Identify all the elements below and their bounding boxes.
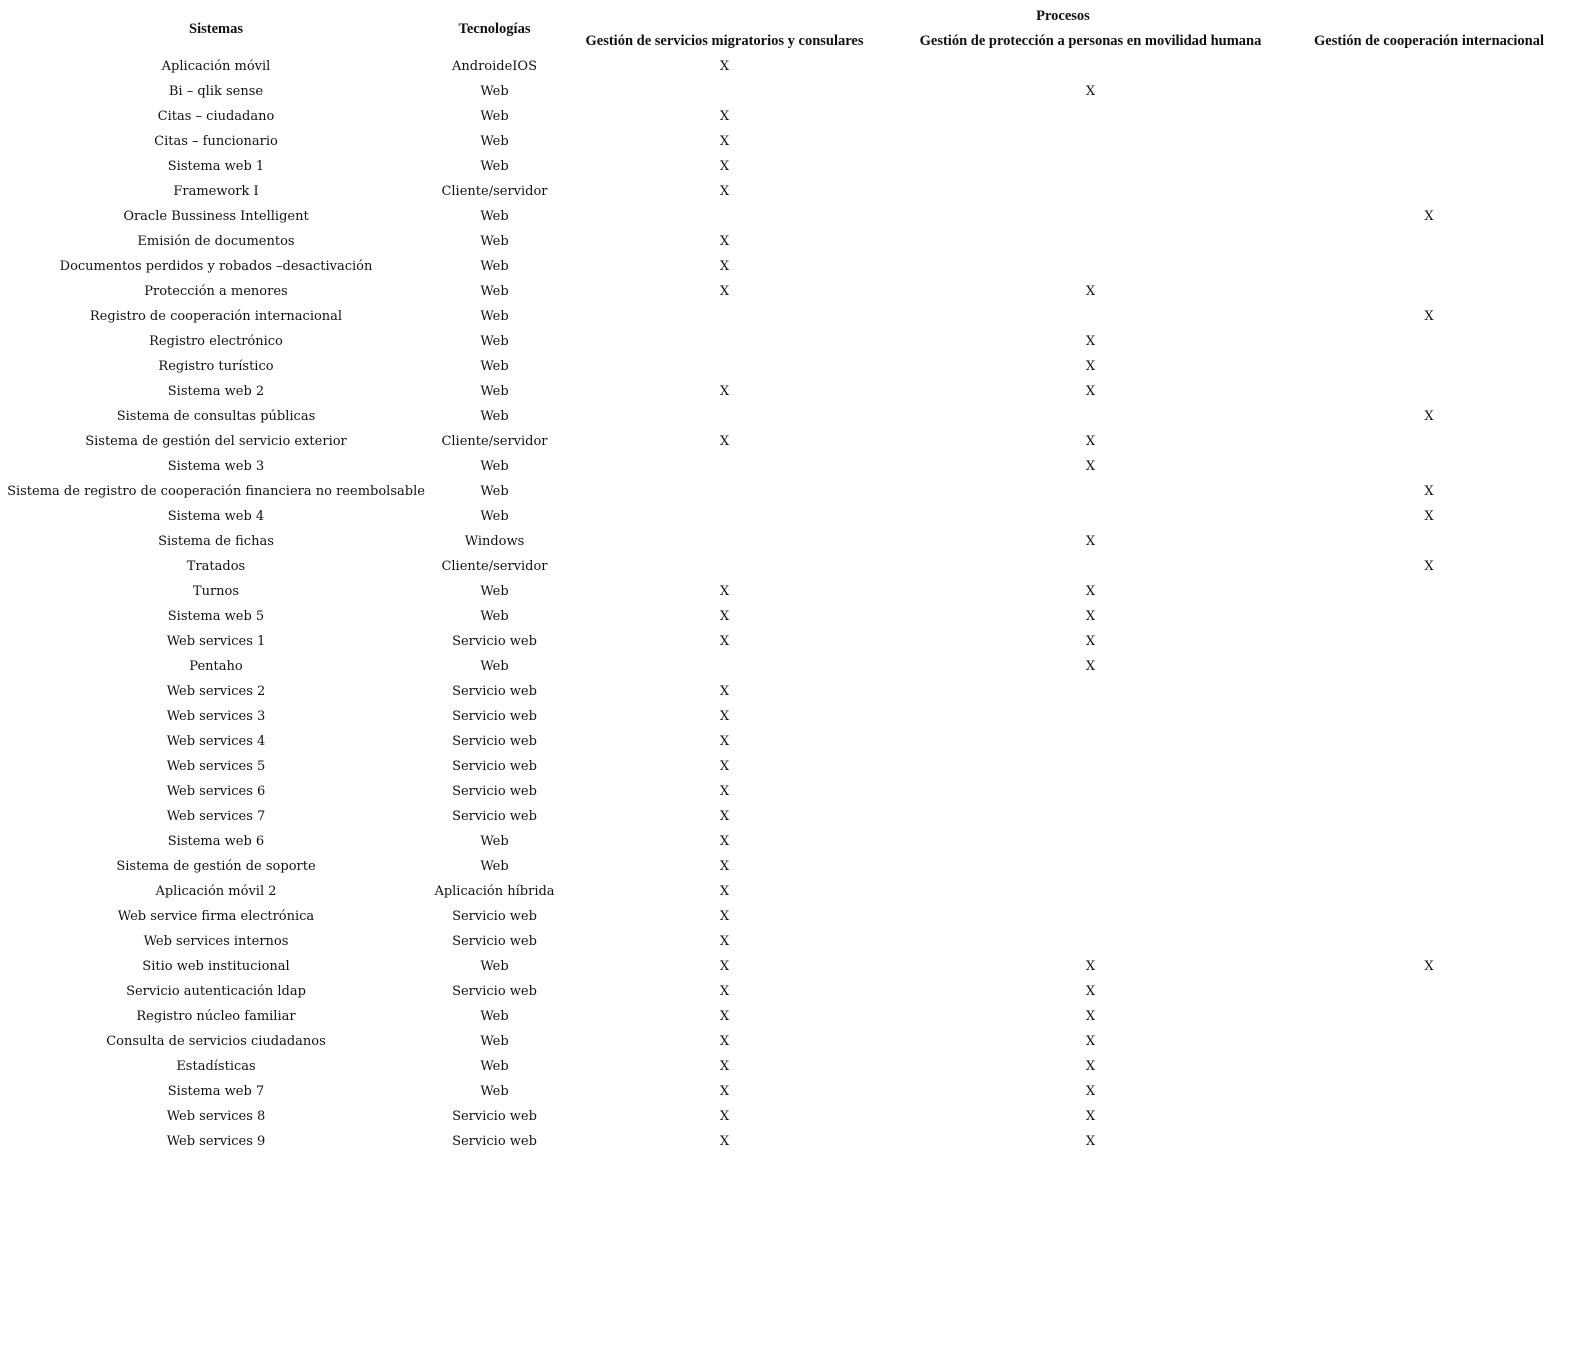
cell-sistema: Registro núcleo familiar [136,1009,296,1024]
cell-sistema: Emisión de documentos [137,234,295,249]
cell-sistema: Estadísticas [176,1059,256,1074]
cell-sistema: Registro turístico [158,359,274,374]
table-row [0,54,1569,79]
cell-proceso-migratorios: X [719,284,730,299]
cell-sistema: Documentos perdidos y robados –desactivación [59,259,373,274]
cell-proceso-migratorios: X [719,809,730,824]
cell-proceso-proteccion: X [1085,634,1096,649]
cell-proceso-cooperacion [1289,629,1569,654]
cell-proceso-migratorios [557,529,892,554]
table-row [0,279,1569,304]
cell-proceso-proteccion: X [1085,359,1096,374]
cell-sistema: Servicio autenticación ldap [126,984,306,999]
cell-sistema: Citas – funcionario [154,134,278,149]
cell-proceso-migratorios: X [719,1059,730,1074]
cell-sistema: Sistema de gestión del servicio exterior [85,434,347,449]
cell-sistema: Protección a menores [144,284,288,299]
cell-tecnologia: Servicio web [452,934,537,949]
cell-proceso-proteccion [892,929,1289,954]
systems-process-table [0,4,1569,1154]
cell-proceso-proteccion: X [1085,384,1096,399]
cell-tecnologia: Web [480,959,509,974]
cell-proceso-proteccion: X [1085,534,1096,549]
header-procesos: Procesos [1036,8,1090,24]
cell-proceso-proteccion: X [1085,1134,1096,1149]
cell-proceso-migratorios [557,354,892,379]
cell-proceso-cooperacion [1289,904,1569,929]
cell-proceso-migratorios: X [719,634,730,649]
cell-sistema: Sistema de fichas [158,534,274,549]
table-row [0,479,1569,504]
table-row [0,404,1569,429]
cell-tecnologia: Cliente/servidor [441,434,548,449]
cell-proceso-migratorios: X [719,834,730,849]
cell-sistema: Web services 5 [166,759,266,774]
cell-proceso-migratorios: X [719,1034,730,1049]
cell-sistema: Sistema de consultas públicas [116,409,316,424]
cell-proceso-proteccion: X [1085,1084,1096,1099]
cell-tecnologia: Servicio web [452,634,537,649]
cell-proceso-migratorios [557,404,892,429]
cell-proceso-cooperacion [1289,579,1569,604]
cell-proceso-proteccion: X [1085,1034,1096,1049]
cell-sistema: Consulta de servicios ciudadanos [106,1034,326,1049]
cell-proceso-cooperacion [1289,529,1569,554]
table-row [0,854,1569,879]
cell-proceso-cooperacion [1289,754,1569,779]
table-row [0,229,1569,254]
cell-proceso-cooperacion: X [1424,959,1434,974]
table-row [0,254,1569,279]
cell-proceso-cooperacion [1289,54,1569,79]
cell-proceso-cooperacion [1289,704,1569,729]
cell-sistema: Web services internos [143,934,289,949]
cell-proceso-cooperacion [1289,154,1569,179]
cell-proceso-migratorios: X [719,784,730,799]
cell-proceso-cooperacion: X [1424,409,1434,424]
cell-proceso-proteccion [892,304,1289,329]
cell-sistema: Sistema web 4 [167,509,265,524]
cell-proceso-migratorios: X [719,584,730,599]
cell-proceso-proteccion [892,104,1289,129]
cell-proceso-cooperacion [1289,679,1569,704]
table-row [0,104,1569,129]
table-row [0,429,1569,454]
cell-proceso-proteccion: X [1085,284,1096,299]
cell-proceso-cooperacion [1289,454,1569,479]
cell-sistema: Sitio web institucional [142,959,290,974]
table-row [0,904,1569,929]
cell-sistema: Sistema web 1 [167,159,265,174]
cell-sistema: Framework I [173,184,259,199]
cell-proceso-migratorios [557,554,892,579]
cell-tecnologia: Web [480,859,509,874]
cell-proceso-cooperacion [1289,254,1569,279]
cell-tecnologia: Cliente/servidor [441,559,548,574]
cell-proceso-proteccion [892,679,1289,704]
cell-proceso-proteccion [892,554,1289,579]
cell-tecnologia: Web [480,234,509,249]
cell-proceso-proteccion [892,404,1289,429]
table-row [0,354,1569,379]
cell-proceso-proteccion [892,229,1289,254]
cell-proceso-cooperacion [1289,829,1569,854]
cell-proceso-cooperacion [1289,879,1569,904]
cell-tecnologia: Web [480,334,509,349]
cell-proceso-cooperacion [1289,854,1569,879]
cell-proceso-migratorios [557,79,892,104]
cell-proceso-migratorios [557,654,892,679]
cell-tecnologia: Servicio web [452,809,537,824]
header-proceso-proteccion: Gestión de protección a personas en movilidad humana [919,33,1262,49]
cell-proceso-cooperacion [1289,1054,1569,1079]
cell-sistema: Sistema web 2 [167,384,265,399]
cell-tecnologia: Web [480,834,509,849]
table-row [0,679,1569,704]
table-row [0,204,1569,229]
cell-proceso-migratorios: X [719,759,730,774]
cell-sistema: Citas – ciudadano [157,109,275,124]
cell-tecnologia: Web [480,1059,509,1074]
cell-proceso-cooperacion: X [1424,209,1434,224]
cell-proceso-cooperacion [1289,329,1569,354]
cell-tecnologia: Web [480,409,509,424]
cell-proceso-cooperacion [1289,1029,1569,1054]
cell-proceso-proteccion: X [1085,1059,1096,1074]
cell-tecnologia: Servicio web [452,1134,537,1149]
cell-proceso-proteccion [892,254,1289,279]
cell-proceso-migratorios: X [719,384,730,399]
cell-proceso-cooperacion [1289,104,1569,129]
cell-proceso-migratorios: X [719,959,730,974]
cell-proceso-migratorios: X [719,709,730,724]
cell-proceso-cooperacion [1289,604,1569,629]
cell-tecnologia: Web [480,1034,509,1049]
cell-proceso-cooperacion [1289,654,1569,679]
cell-proceso-migratorios: X [719,259,730,274]
cell-proceso-proteccion [892,204,1289,229]
cell-proceso-proteccion: X [1085,1109,1096,1124]
cell-proceso-cooperacion [1289,79,1569,104]
cell-proceso-cooperacion [1289,729,1569,754]
table-row [0,79,1569,104]
cell-tecnologia: Web [480,659,509,674]
header-tecnologias: Tecnologías [458,20,531,37]
cell-proceso-proteccion: X [1085,659,1096,674]
cell-proceso-proteccion: X [1085,984,1096,999]
cell-sistema: Sistema web 6 [167,834,265,849]
cell-tecnologia: Web [480,259,509,274]
header-sistemas: Sistemas [189,20,243,37]
table-body [0,54,1569,1154]
table-row [0,829,1569,854]
cell-proceso-proteccion [892,154,1289,179]
cell-proceso-migratorios: X [719,859,730,874]
cell-proceso-cooperacion [1289,229,1569,254]
cell-sistema: Registro de cooperación internacional [89,309,343,324]
cell-proceso-proteccion: X [1085,609,1096,624]
cell-tecnologia: Web [480,459,509,474]
cell-proceso-proteccion [892,129,1289,154]
cell-tecnologia: Servicio web [452,734,537,749]
cell-proceso-migratorios: X [719,134,730,149]
cell-proceso-migratorios: X [719,434,730,449]
table-row [0,554,1569,579]
cell-proceso-cooperacion [1289,779,1569,804]
cell-tecnologia: Web [480,209,509,224]
cell-sistema: Turnos [192,584,240,599]
cell-tecnologia: Servicio web [452,1109,537,1124]
cell-proceso-migratorios: X [719,684,730,699]
cell-proceso-migratorios: X [719,59,730,74]
table-header [0,4,1569,54]
cell-proceso-migratorios: X [719,884,730,899]
cell-sistema: Web services 2 [166,684,266,699]
cell-sistema: Web services 4 [166,734,266,749]
cell-proceso-migratorios [557,304,892,329]
cell-proceso-proteccion: X [1085,84,1096,99]
cell-proceso-migratorios: X [719,184,730,199]
cell-proceso-proteccion [892,729,1289,754]
cell-tecnologia: Servicio web [452,709,537,724]
cell-proceso-cooperacion: X [1424,559,1434,574]
cell-tecnologia: AndroideIOS [452,59,537,74]
cell-tecnologia: Servicio web [452,784,537,799]
cell-tecnologia: Servicio web [452,759,537,774]
cell-sistema: Sistema web 5 [167,609,265,624]
cell-sistema: Web services 1 [166,634,266,649]
cell-proceso-cooperacion [1289,1129,1569,1154]
cell-proceso-proteccion: X [1085,334,1096,349]
cell-tecnologia: Web [480,84,509,99]
cell-proceso-cooperacion: X [1424,309,1434,324]
cell-sistema: Aplicación móvil [161,59,271,74]
cell-proceso-migratorios [557,454,892,479]
table-row [0,454,1569,479]
cell-sistema: Sistema de gestión de soporte [116,859,316,874]
cell-proceso-proteccion [892,754,1289,779]
cell-proceso-cooperacion: X [1424,509,1434,524]
cell-proceso-migratorios: X [719,934,730,949]
cell-proceso-proteccion: X [1085,459,1096,474]
cell-proceso-proteccion: X [1085,434,1096,449]
cell-proceso-proteccion [892,179,1289,204]
table-row [0,529,1569,554]
cell-tecnologia: Web [480,159,509,174]
cell-sistema: Web service firma electrónica [117,909,315,924]
cell-tecnologia: Servicio web [452,909,537,924]
cell-proceso-migratorios [557,204,892,229]
cell-tecnologia: Web [480,609,509,624]
cell-sistema: Tratados [186,559,246,574]
cell-proceso-proteccion [892,779,1289,804]
cell-tecnologia: Web [480,1009,509,1024]
cell-proceso-migratorios: X [719,984,730,999]
cell-sistema: Sistema web 7 [167,1084,265,1099]
cell-tecnologia: Aplicación híbrida [434,884,555,899]
cell-proceso-cooperacion [1289,1104,1569,1129]
cell-proceso-proteccion: X [1085,584,1096,599]
cell-proceso-migratorios: X [719,734,730,749]
cell-proceso-cooperacion [1289,1004,1569,1029]
cell-proceso-proteccion [892,54,1289,79]
cell-proceso-proteccion: X [1085,959,1096,974]
cell-proceso-migratorios: X [719,1134,730,1149]
cell-tecnologia: Servicio web [452,984,537,999]
cell-tecnologia: Web [480,309,509,324]
cell-proceso-proteccion [892,479,1289,504]
table-row [0,654,1569,679]
cell-proceso-cooperacion: X [1424,484,1434,499]
cell-tecnologia: Cliente/servidor [441,184,548,199]
cell-sistema: Oracle Bussiness Intelligent [123,209,309,224]
header-proceso-cooperacion: Gestión de cooperación internacional [1314,33,1544,49]
cell-proceso-cooperacion [1289,279,1569,304]
cell-tecnologia: Servicio web [452,684,537,699]
cell-proceso-cooperacion [1289,379,1569,404]
table-row [0,379,1569,404]
cell-sistema: Sistema web 3 [167,459,265,474]
table-row [0,1029,1569,1054]
table-row [0,729,1569,754]
cell-proceso-cooperacion [1289,429,1569,454]
cell-sistema: Pentaho [189,659,243,674]
cell-proceso-proteccion [892,879,1289,904]
cell-sistema: Aplicación móvil 2 [155,884,277,899]
table-row [0,604,1569,629]
cell-proceso-cooperacion [1289,1079,1569,1104]
cell-tecnologia: Web [480,384,509,399]
table-row [0,879,1569,904]
cell-tecnologia: Web [480,584,509,599]
cell-proceso-proteccion [892,854,1289,879]
cell-proceso-migratorios: X [719,1084,730,1099]
table-row [0,1004,1569,1029]
cell-proceso-migratorios: X [719,1009,730,1024]
table-row [0,779,1569,804]
table-row [0,329,1569,354]
cell-proceso-cooperacion [1289,979,1569,1004]
table-row [0,504,1569,529]
cell-proceso-cooperacion [1289,129,1569,154]
cell-tecnologia: Web [480,134,509,149]
cell-tecnologia: Web [480,109,509,124]
cell-tecnologia: Web [480,509,509,524]
cell-sistema: Web services 9 [166,1134,266,1149]
cell-sistema: Bi – qlik sense [168,84,264,99]
cell-proceso-migratorios: X [719,159,730,174]
table-row [0,1054,1569,1079]
cell-tecnologia: Windows [464,534,525,549]
cell-proceso-proteccion [892,829,1289,854]
cell-proceso-migratorios: X [719,1109,730,1124]
table-row [0,1129,1569,1154]
table-row [0,954,1569,979]
cell-sistema: Web services 3 [166,709,266,724]
cell-proceso-migratorios: X [719,909,730,924]
table-row [0,179,1569,204]
table-row [0,129,1569,154]
cell-proceso-migratorios: X [719,609,730,624]
cell-tecnologia: Web [480,1084,509,1099]
cell-proceso-cooperacion [1289,354,1569,379]
cell-proceso-migratorios [557,479,892,504]
table-row [0,1079,1569,1104]
cell-proceso-proteccion [892,704,1289,729]
cell-proceso-cooperacion [1289,804,1569,829]
cell-proceso-proteccion [892,904,1289,929]
cell-sistema: Registro electrónico [149,334,283,349]
cell-proceso-proteccion [892,504,1289,529]
cell-sistema: Web services 7 [166,809,266,824]
cell-sistema: Web services 6 [166,784,266,799]
cell-sistema: Web services 8 [166,1109,266,1124]
cell-proceso-cooperacion [1289,179,1569,204]
table-row [0,704,1569,729]
cell-proceso-proteccion: X [1085,1009,1096,1024]
table-row [0,754,1569,779]
table-row [0,804,1569,829]
table-row [0,579,1569,604]
table-row [0,929,1569,954]
cell-proceso-migratorios: X [719,109,730,124]
table-row [0,979,1569,1004]
table-row [0,1104,1569,1129]
table-row [0,154,1569,179]
cell-proceso-cooperacion [1289,929,1569,954]
table-row [0,629,1569,654]
cell-proceso-proteccion [892,804,1289,829]
cell-tecnologia: Web [480,284,509,299]
cell-tecnologia: Web [480,359,509,374]
header-proceso-migratorios: Gestión de servicios migratorios y consulares [585,33,864,49]
table-row [0,304,1569,329]
cell-sistema: Sistema de registro de cooperación financiera no reembolsable [7,484,425,499]
cell-proceso-migratorios [557,329,892,354]
cell-proceso-migratorios: X [719,234,730,249]
cell-tecnologia: Web [480,484,509,499]
cell-proceso-migratorios [557,504,892,529]
